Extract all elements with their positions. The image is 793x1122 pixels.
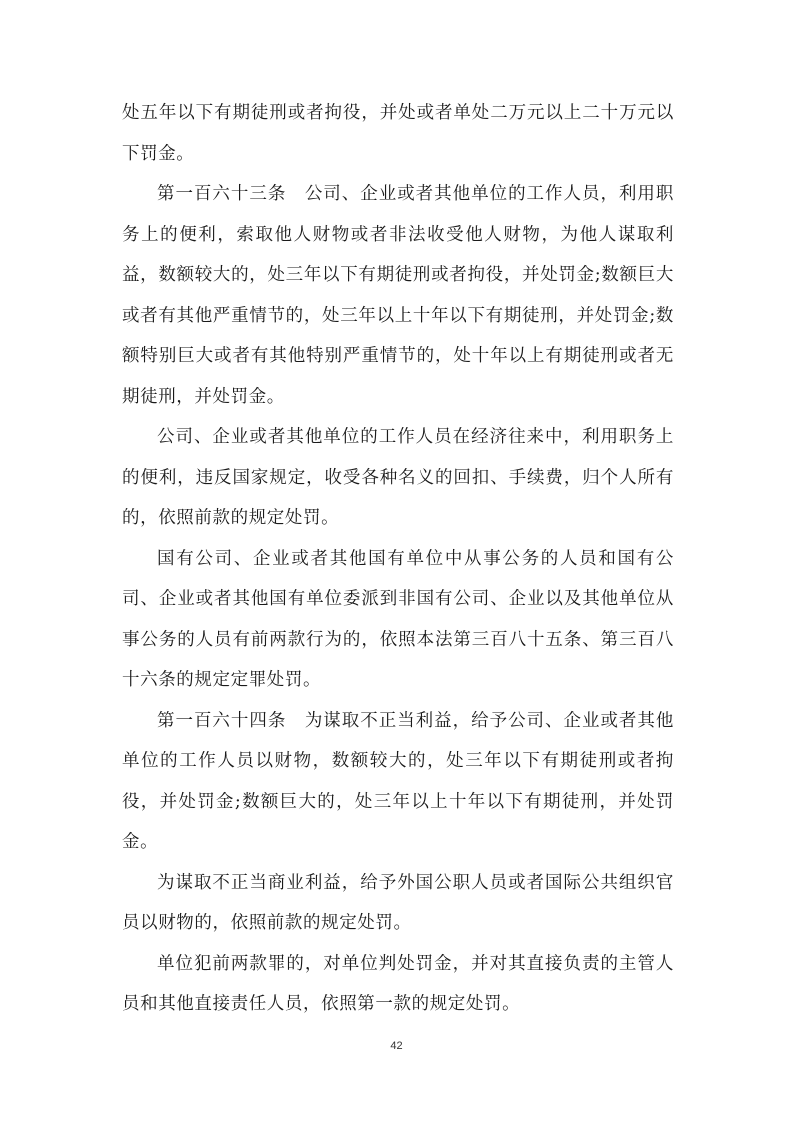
paragraph-article-163-clause-2: 公司、企业或者其他单位的工作人员在经济往来中，利用职务上的便利，违反国家规定，收受各种名义的回扣、手续费，归个人所有的，依照前款的规定处罚。	[122, 427, 674, 528]
paragraph-article-164: 第一百六十四条 为谋取不正当利益，给予公司、企业或者其他单位的工作人员以财物，数额较大的，处三年以下有期徒刑或者拘役，并处罚金;数额巨大的，处三年以上十年以下有期徒刑，并处罚金。	[122, 710, 674, 852]
document-body	[122, 93, 674, 1025]
paragraph-continuation: 处五年以下有期徒刑或者拘役，并处或者单处二万元以上二十万元以下罚金。	[122, 103, 674, 164]
paragraph-article-164-clause-2: 为谋取不正当商业利益，给予外国公职人员或者国际公共组织官员以财物的，依照前款的规定处罚。	[122, 872, 674, 933]
paragraph-article-163: 第一百六十三条 公司、企业或者其他单位的工作人员，利用职务上的便利，索取他人财物或者非法收受他人财物，为他人谋取利益，数额较大的，处三年以下有期徒刑或者拘役，并处罚金;数额巨大或者有其他严重情节的，处三年以上十年以下有期徒刑，并处罚金;数额特别巨大或者有其他特别严重情节的，处十年以上有期徒刑或者无期徒刑，并处罚金。	[122, 184, 674, 407]
paragraph-article-163-clause-3: 国有公司、企业或者其他国有单位中从事公务的人员和国有公司、企业或者其他国有单位委派到非国有公司、企业以及其他单位从事公务的人员有前两款行为的，依照本法第三百八十五条、第三百八十六条的规定定罪处罚。	[122, 548, 674, 690]
paragraph-article-164-clause-3: 单位犯前两款罪的，对单位判处罚金，并对其直接负责的主管人员和其他直接责任人员，依照第一款的规定处罚。	[122, 953, 674, 1014]
page-number: 42	[390, 1040, 403, 1052]
